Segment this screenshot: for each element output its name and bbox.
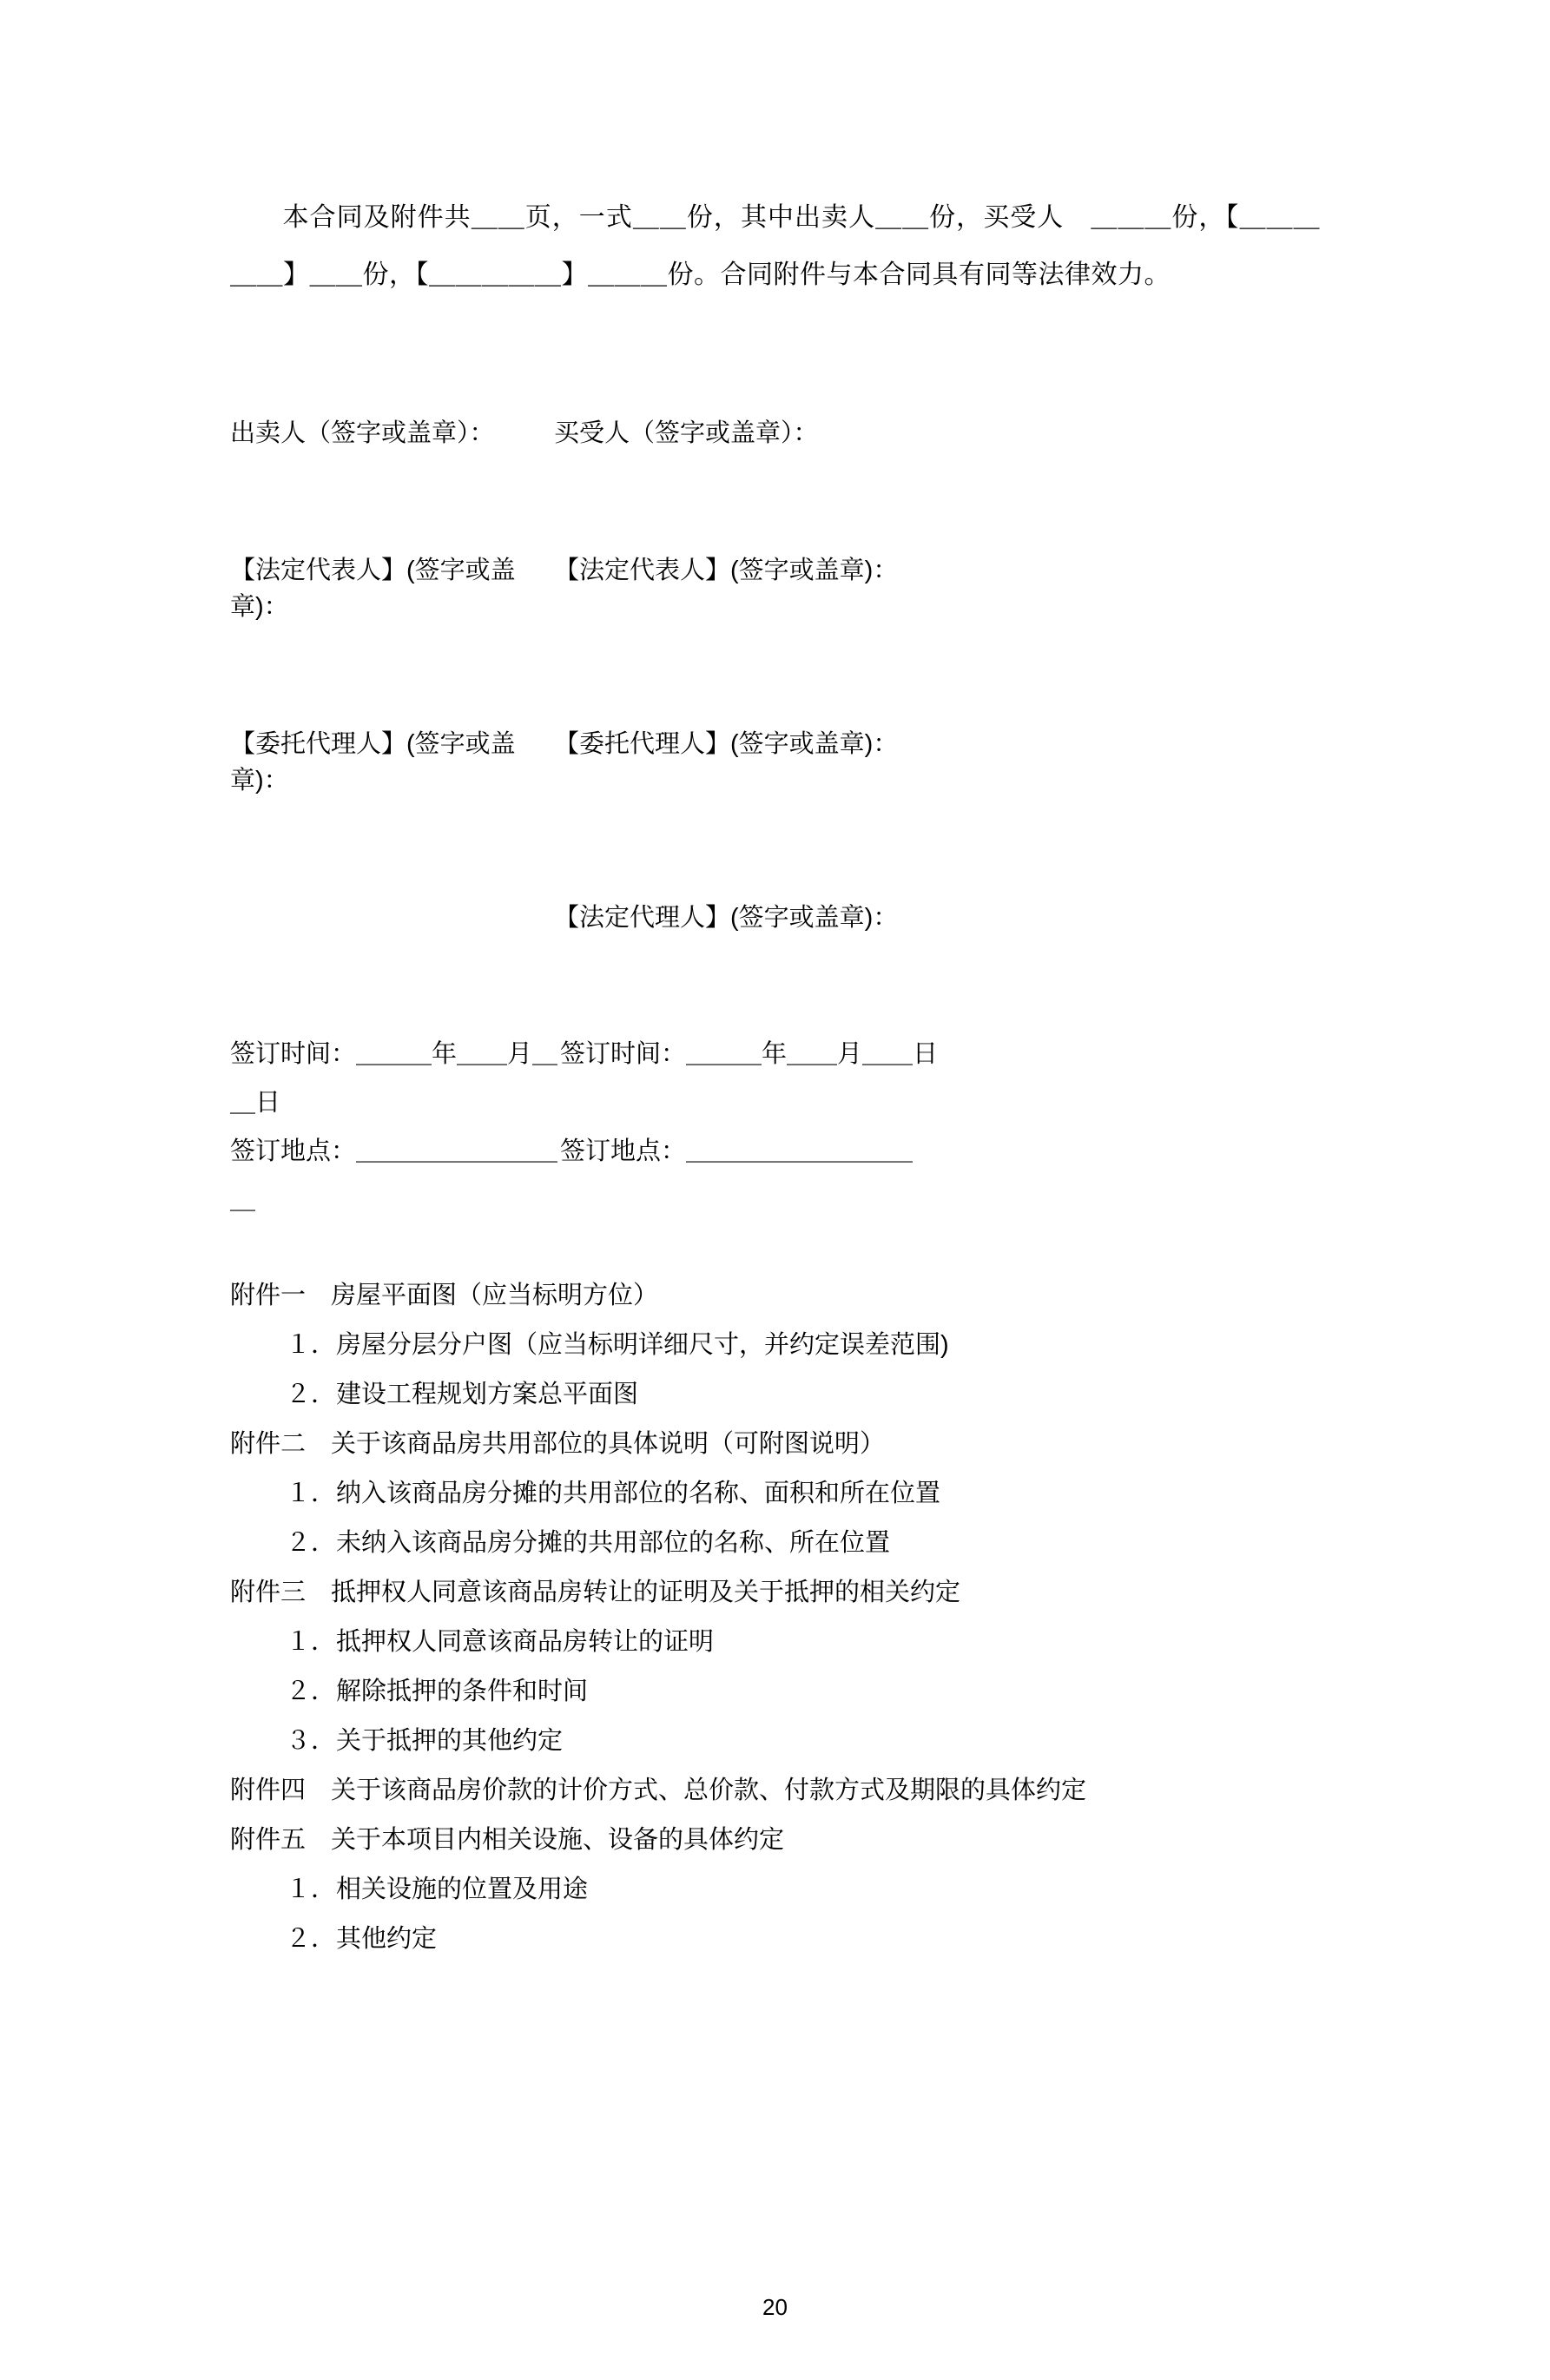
seller-sign-place: 签订地点：＿＿＿＿＿＿＿＿＿ <box>230 1137 558 1214</box>
appendix-list <box>230 1271 1320 1964</box>
buyer-authorized-agent-label: 【委托代理人】(签字或盖章)： <box>554 730 899 758</box>
intro-paragraph <box>230 189 1320 304</box>
appendix-item-1-1: １．房屋分层分户图（应当标明详细尺寸，并约定误差范围) <box>286 1331 949 1359</box>
appendix-title-3: 附件三 抵押权人同意该商品房转让的证明及关于抵押的相关约定 <box>230 1579 961 1606</box>
appendix-item-5-2: ２．其他约定 <box>286 1925 438 1953</box>
appendix-title-4: 附件四 关于该商品房价款的计价方式、总价款、付款方式及期限的具体约定 <box>230 1777 1087 1804</box>
signature-row-parties <box>230 415 1320 452</box>
signature-row-authorized-agent <box>230 726 1320 799</box>
appendix-item-3-2: ２．解除抵押的条件和时间 <box>286 1678 589 1705</box>
buyer-sign-place: 签订地点：＿＿＿＿＿＿＿＿＿ <box>560 1137 914 1165</box>
buyer-legal-representative-label: 【法定代表人】(签字或盖章)： <box>554 557 899 584</box>
intro-text: 本合同及附件共＿＿页，一式＿＿份，其中出卖人＿＿份，买受人 ＿＿＿份，【＿＿＿＿＿】＿＿份，【＿＿＿＿＿】＿＿＿份。合同附件与本合同具有同等法律效力。 <box>230 203 1320 289</box>
document-page <box>0 189 1550 2380</box>
signature-row-legal-representative <box>230 552 1320 625</box>
page-number: 20 <box>762 2294 788 2320</box>
sign-place-row <box>230 1127 1320 1224</box>
signature-block <box>230 415 1320 972</box>
appendix-title-2: 附件二 关于该商品房共用部位的具体说明（可附图说明） <box>230 1430 886 1458</box>
date-place-block <box>230 1030 1320 1224</box>
sign-time-row <box>230 1030 1320 1127</box>
appendix-item-3-1: １．抵押权人同意该商品房转让的证明 <box>286 1628 715 1656</box>
buyer-statutory-agent-label: 【法定代理人】(签字或盖章)： <box>554 904 899 932</box>
buyer-signature-label: 买受人（签字或盖章）： <box>554 419 819 447</box>
appendix-title-5: 附件五 关于本项目内相关设施、设备的具体约定 <box>230 1826 785 1854</box>
appendix-item-5-1: １．相关设施的位置及用途 <box>286 1876 589 1903</box>
appendix-item-2-2: ２．未纳入该商品房分摊的共用部位的名称、所在位置 <box>286 1529 891 1557</box>
seller-legal-representative-label: 【法定代表人】(签字或盖章)： <box>230 557 516 621</box>
appendix-item-3-3: ３．关于抵押的其他约定 <box>286 1727 564 1755</box>
appendix-title-1: 附件一 房屋平面图（应当标明方位） <box>230 1282 659 1309</box>
buyer-sign-time: 签订时间：＿＿＿年＿＿月＿＿日 <box>560 1040 939 1068</box>
signature-row-statutory-agent <box>230 900 1320 972</box>
seller-signature-label: 出卖人（签字或盖章）： <box>230 419 495 447</box>
appendix-item-1-2: ２．建设工程规划方案总平面图 <box>286 1381 639 1408</box>
appendix-item-2-1: １．纳入该商品房分摊的共用部位的名称、面积和所在位置 <box>286 1480 941 1507</box>
seller-sign-time: 签订时间：＿＿＿年＿＿月＿＿日 <box>230 1040 558 1117</box>
seller-authorized-agent-label: 【委托代理人】(签字或盖章)： <box>230 730 516 794</box>
